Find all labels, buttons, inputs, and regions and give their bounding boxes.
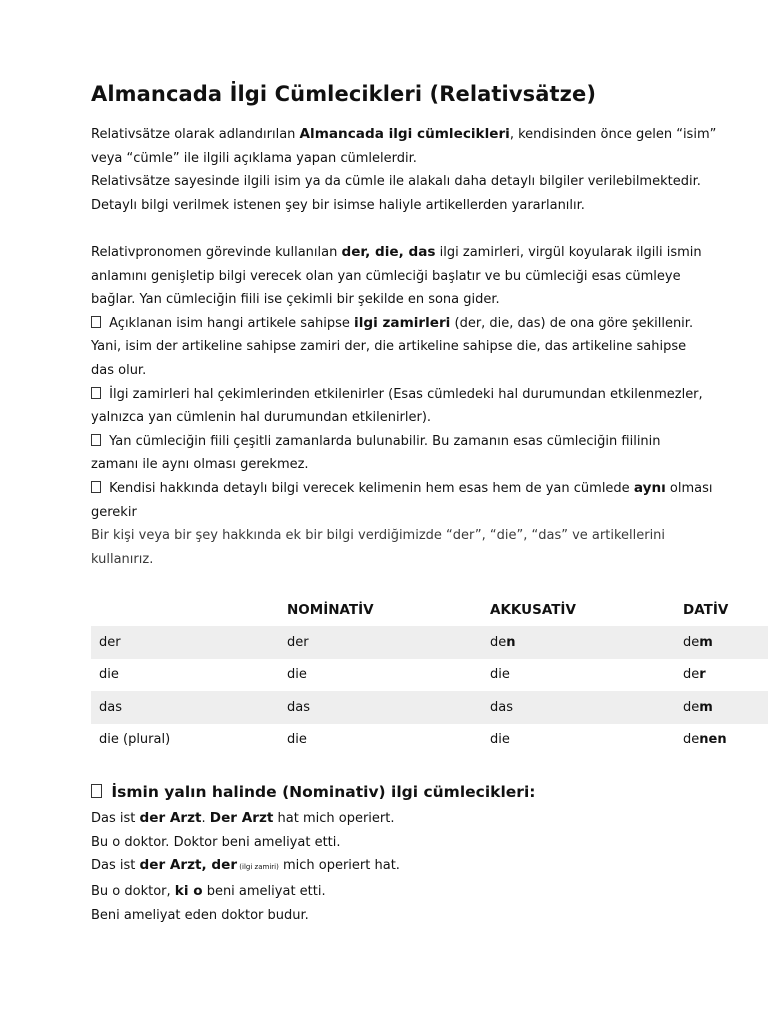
text-span: Relativpronomen görevinde kullanılan: [91, 244, 342, 260]
table-header-cell: DATİV: [683, 602, 729, 618]
para-line: zamanı ile aynı olması gerekmez.: [91, 457, 309, 473]
bold-term: Almancada ilgi cümlecikleri: [299, 126, 510, 142]
table-cell: das: [91, 691, 287, 724]
text-span: İlgi zamirleri hal çekimlerinden etkilenirler (Esas cümledeki hal durumundan etkilenmezler,: [105, 386, 703, 402]
example-line: Bu o doktor. Doktor beni ameliyat etti.: [91, 834, 341, 850]
table-cell: [490, 626, 683, 659]
text-span: Das ist: [91, 858, 140, 874]
table-row: [91, 724, 768, 757]
intro-line: Relativsätze sayesinde ilgili isim ya da cümle ile alakalı daha detaylı bilgiler verilebilmektedir.: [91, 174, 701, 190]
text-span: Yan cümleciğin fiili çeşitli zamanlarda bulunabilir. Bu zamanın esas cümleciğin fiilinin: [105, 433, 661, 449]
intro-line: veya “cümle” ile ilgili açıklama yapan cümlelerdir.: [91, 150, 417, 166]
table-cell: [490, 691, 683, 724]
text-span: de: [683, 732, 700, 748]
checkbox-square-icon: [91, 481, 101, 493]
bullet-line: [91, 312, 694, 336]
table-row: [91, 691, 768, 724]
intro-line: Detaylı bilgi verilmek istenen şey bir isimse haliyle artikellerden yararlanılır.: [91, 197, 585, 213]
bold-term: der Arzt: [139, 810, 202, 826]
para-line: [91, 241, 702, 265]
para-line: bağlar. Yan cümleciğin fiili ise çekimli bir şekilde en sona gider.: [91, 292, 500, 308]
para-line: anlamını genişletip bilgi verecek olan yan cümleciği başlatır ve bu cümleciği esas cümleye: [91, 268, 681, 284]
table-cell: [683, 691, 768, 724]
table-cell: [683, 659, 768, 692]
bullet-line: [91, 383, 703, 407]
spacer: [91, 217, 691, 241]
example-line: Beni ameliyat eden doktor budur.: [91, 907, 309, 923]
text-span: ilgi zamirleri, virgül koyularak ilgili ismin: [435, 244, 702, 260]
text-span: Relativsätze olarak adlandırılan: [91, 127, 300, 142]
text-span: mich operiert hat.: [278, 858, 400, 874]
text-span: das: [490, 699, 513, 715]
section-heading-text: İsmin yalın halinde (Nominativ) ilgi cümlecikleri:: [106, 783, 536, 801]
text-span: Açıklanan isim hangi artikele sahipse: [105, 315, 355, 331]
intro-block: [91, 123, 717, 571]
para-line: gerekir: [91, 504, 137, 520]
bullet-line: [91, 430, 691, 454]
example-line: [91, 854, 400, 880]
para-line: Bir kişi veya bir şey hakkında ek bir bilgi verdiğimizde “der”, “die”, “das” ve artikellerini: [91, 528, 666, 544]
bold-ending: n: [506, 634, 516, 650]
text-span: die: [490, 732, 510, 748]
example-line: [91, 880, 400, 904]
bold-term: ilgi zamirleri: [354, 314, 451, 331]
bold-ending: m: [699, 634, 713, 650]
table-cell: die: [287, 732, 307, 748]
bold-term: Der Arzt: [209, 810, 274, 826]
table-cell: [490, 724, 683, 757]
table-header-cell: NOMİNATİV: [287, 602, 374, 618]
bold-ending: m: [699, 699, 713, 715]
bold-term: aynı: [633, 479, 666, 496]
table-cell: der: [91, 626, 287, 659]
intro-line: [91, 123, 717, 147]
table-cell: der: [287, 626, 490, 659]
checkbox-square-icon: [91, 316, 101, 328]
page-title: Almancada İlgi Cümlecikleri (Relativsätze): [91, 82, 597, 106]
bullet-line: [91, 477, 713, 501]
table-cell: [490, 659, 683, 692]
table-cell: das: [287, 691, 490, 724]
table-cell: die: [99, 667, 119, 683]
text-span: de: [490, 634, 507, 650]
table-row: [91, 626, 768, 659]
table-cell: [683, 724, 768, 757]
para-line: kullanırız.: [91, 551, 154, 567]
checkbox-square-icon: [91, 434, 101, 446]
bold-ending: r: [699, 667, 706, 683]
bold-term: der, die, das: [341, 243, 436, 260]
text-span: (der, die, das) de ona göre şekillenir.: [450, 315, 694, 331]
para-line: Yani, isim der artikeline sahipse zamiri der, die artikeline sahipse die, das artikeline sahipse: [91, 339, 687, 355]
text-span: de: [683, 667, 700, 683]
table-cell: die (plural): [99, 732, 171, 748]
bold-ending: nen: [699, 732, 727, 748]
section-heading: [91, 783, 535, 801]
text-span: de: [683, 634, 700, 650]
checkbox-square-icon: [91, 387, 101, 399]
example-line: [91, 807, 400, 831]
para-line: yalnızca yan cümlenin hal durumundan etkilenirler).: [91, 410, 432, 426]
annotation-note: (ilgi zamiri): [237, 863, 279, 872]
bold-term: der Arzt, der: [139, 857, 238, 874]
examples-block: [91, 807, 400, 928]
table-header-cell: [91, 594, 287, 626]
text-span: Kendisi hakkında detaylı bilgi verecek kelimenin hem esas hem de yan cümlede: [105, 480, 634, 496]
table-row: [91, 659, 768, 692]
para-line: das olur.: [91, 362, 147, 378]
text-span: hat mich operiert.: [273, 811, 395, 826]
text-span: Bu o doktor,: [91, 884, 175, 900]
table-header-row: [91, 594, 768, 626]
text-span: de: [683, 699, 700, 715]
text-span: beni ameliyat etti.: [202, 884, 326, 900]
table-cell: die: [287, 667, 307, 683]
table-header-cell: AKKUSATİV: [490, 602, 576, 618]
text-span: die: [490, 667, 510, 683]
text-span: .: [201, 811, 210, 826]
text-span: , kendisinden önce gelen “isim”: [509, 127, 717, 142]
pronoun-table: [91, 594, 768, 756]
table-cell: [683, 626, 768, 659]
text-span: olması: [665, 480, 713, 496]
text-span: Das ist: [91, 811, 140, 826]
checkbox-square-icon: [91, 784, 102, 798]
bold-term: ki o: [174, 883, 203, 900]
